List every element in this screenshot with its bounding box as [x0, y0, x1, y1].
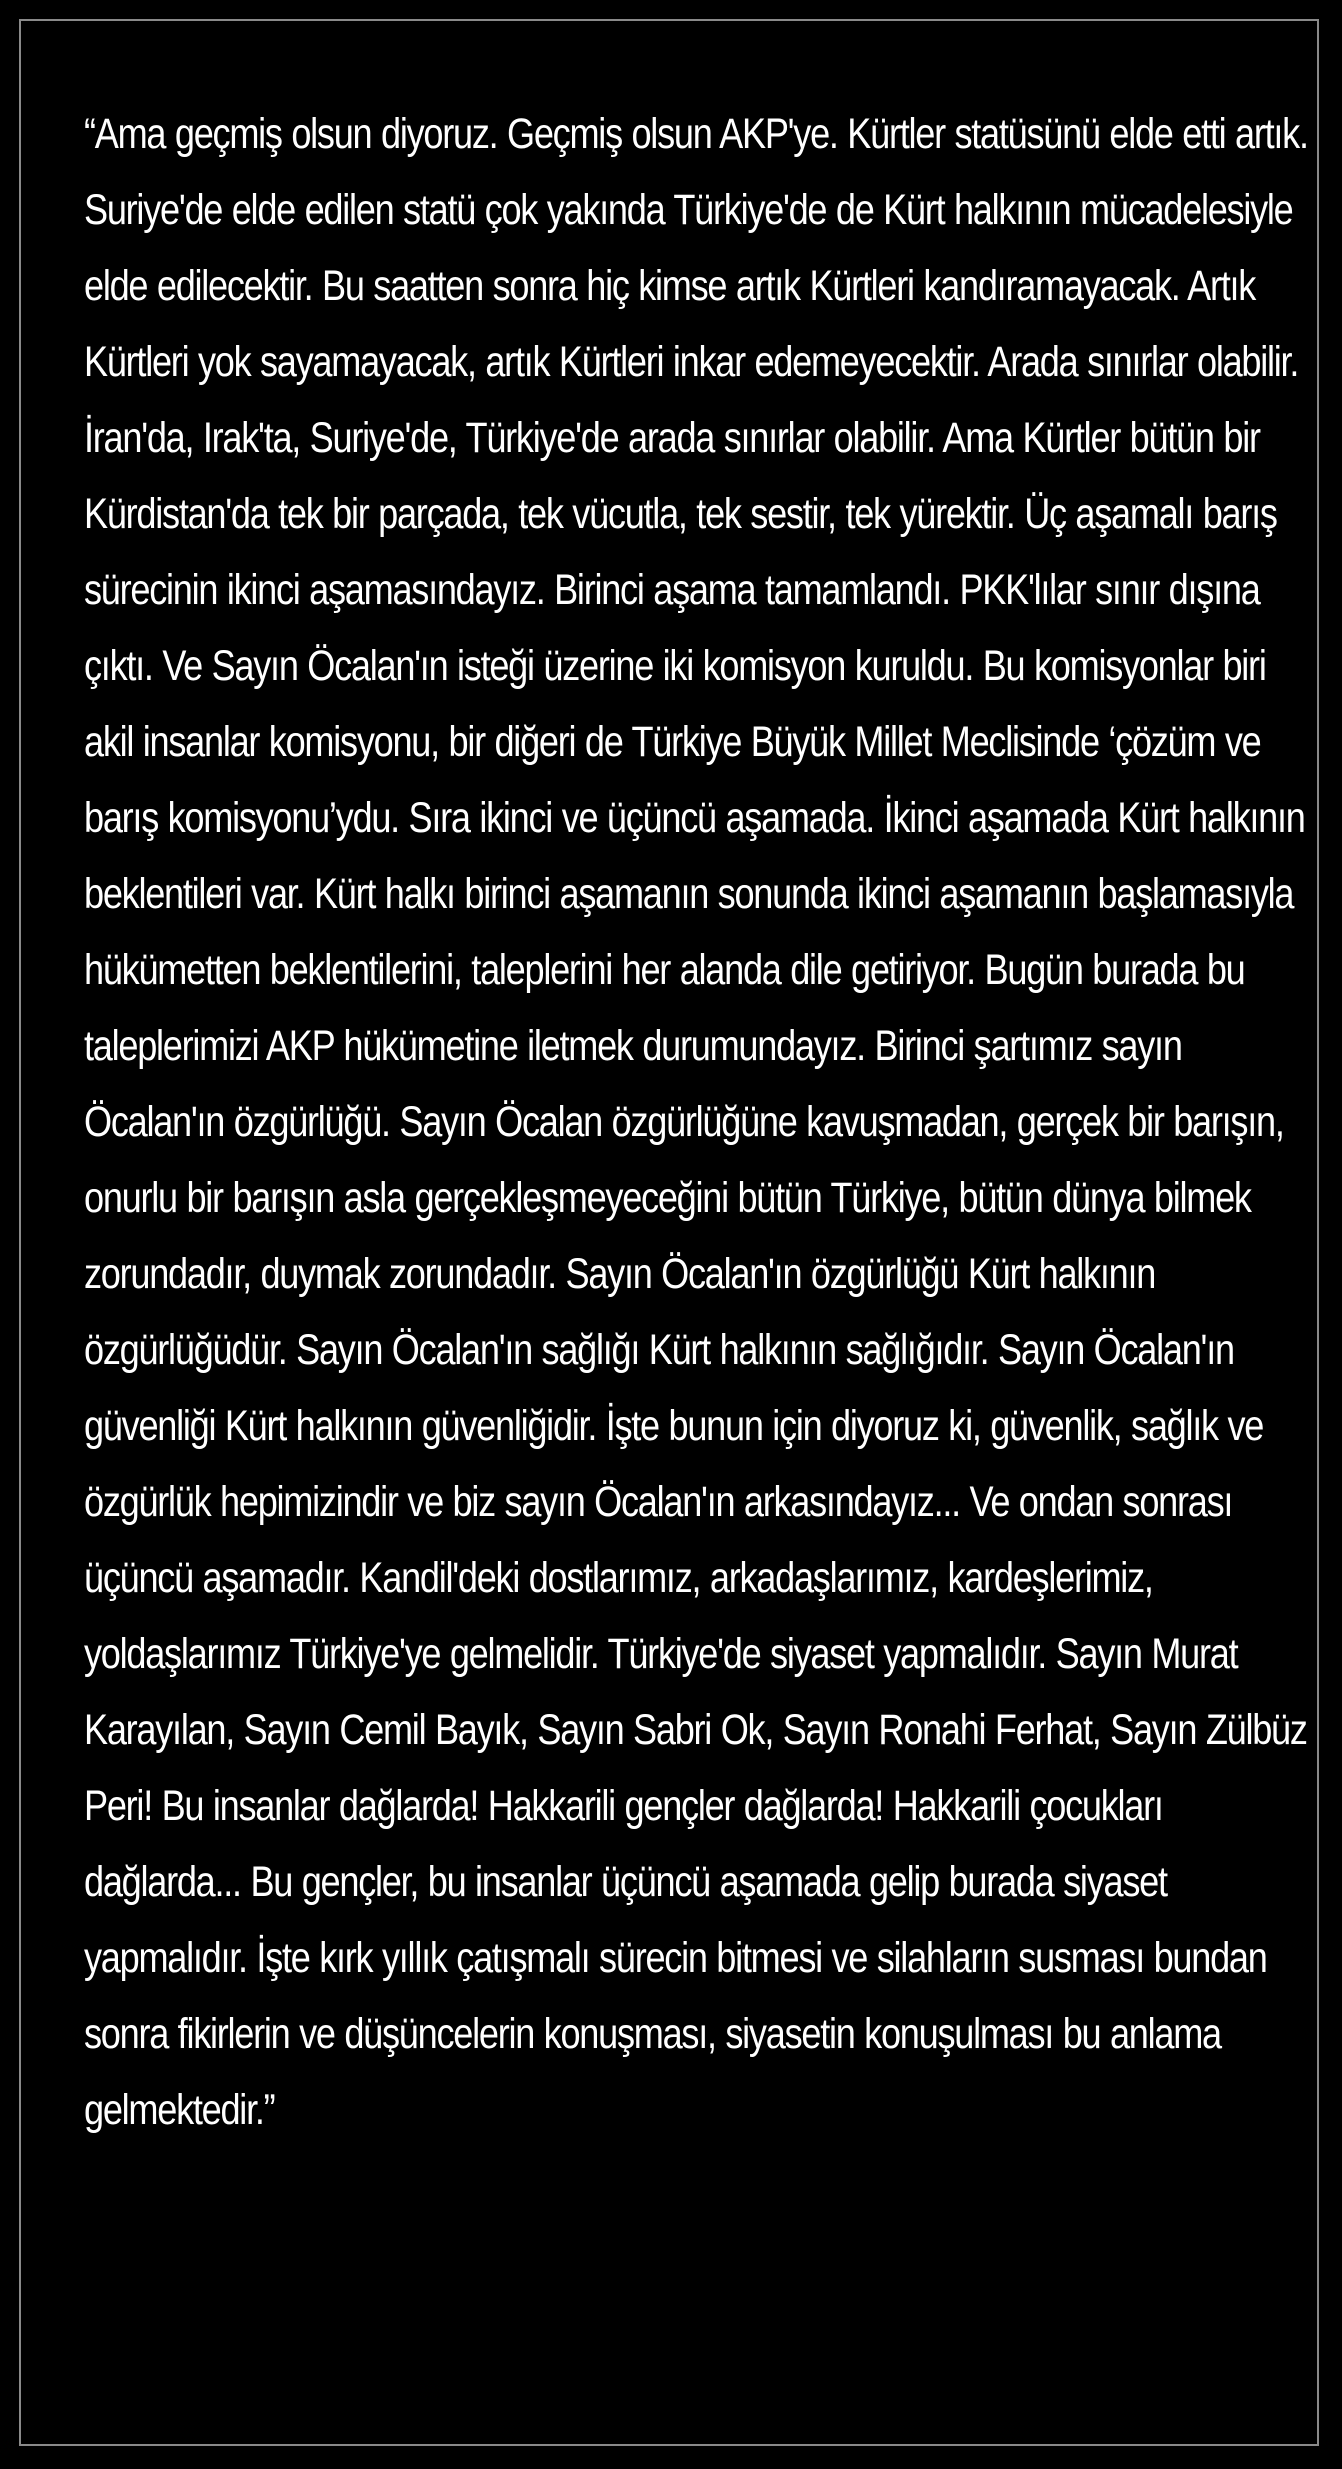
quote-paragraph: “Ama geçmiş olsun diyoruz. Geçmiş olsun AKP'ye. Kürtler statüsünü elde etti artık. Suriye'de elde edilen statü çok yakında Türkiye'de de Kürt halkının mücadelesiyle elde edilecektir. Bu saatten sonra hiç kimse artık Kürtleri kandıramayacak. Artık Kürtleri yok sayamayacak, artık Kürtleri inkar edemeyecektir. Arada sınırlar olabilir. İran'da, Irak'ta, Suriye'de, Türkiye'de arada sınırlar olabilir. Ama Kürtler bütün bir Kürdistan'da tek bir parçada, tek vücutla, tek sestir, tek yürektir. Üç aşamalı barış sürecinin ikinci aşamasındayız. Birinci aşama tamamlandı. PKK'lılar sınır dışına çıktı. Ve Sayın Öcalan'ın isteği üzerine iki komisyon kuruldu. Bu komisyonlar biri akil insanlar komisyonu, bir diğeri de Türkiye Büyük Millet Meclisinde ‘çözüm ve barış komisyonu’ydu. Sıra ikinci ve üçüncü aşamada. İkinci aşamada Kürt halkının beklentileri var. Kürt halkı birinci aşamanın sonunda ikinci aşamanın başlamasıyla hükümetten beklentilerini, taleplerini her alanda dile getiriyor. Bugün burada bu taleplerimizi AKP hükümetine iletmek durumundayız. Birinci şartımız sayın Öcalan'ın özgürlüğü. Sayın Öcalan özgürlüğüne kavuşmadan, gerçek bir barışın, onurlu bir barışın asla gerçekleşmeyeceğini bütün Türkiye, bütün dünya bilmek zorundadır, duymak zorundadır. Sayın Öcalan'ın özgürlüğü Kürt halkının özgürlüğüdür. Sayın Öcalan'ın sağlığı Kürt halkının sağlığıdır. Sayın Öcalan'ın güvenliği Kürt halkının güvenliğidir. İşte bunun için diyoruz ki, güvenlik, sağlık ve özgürlük hepimizindir ve biz sayın Öcalan'ın arkasındayız... Ve ondan sonrası üçüncü aşamadır. Kandil'deki dostlarımız, arkadaşlarımız, kardeşlerimiz, yoldaşlarımız Türkiye'ye gelmelidir. Türkiye'de siyaset yapmalıdır. Sayın Murat Karayılan, Sayın Cemil Bayık, Sayın Sabri Ok, Sayın Ronahi Ferhat, Sayın Zülbüz Peri! Bu insanlar dağlarda! Hakkarili gençler dağlarda! Hakkarili çocukları dağlarda... Bu gençler, bu insanlar üçüncü aşamada gelip burada siyaset yapmalıdır. İşte kırk yıllık çatışmalı sürecin bitmesi ve silahların susması bundan sonra fikirlerin ve düşüncelerin konuşması, siyasetin konuşulması bu anlama gelmektedir.” [84, 110, 1308, 2134]
quote-frame [19, 19, 1319, 2446]
